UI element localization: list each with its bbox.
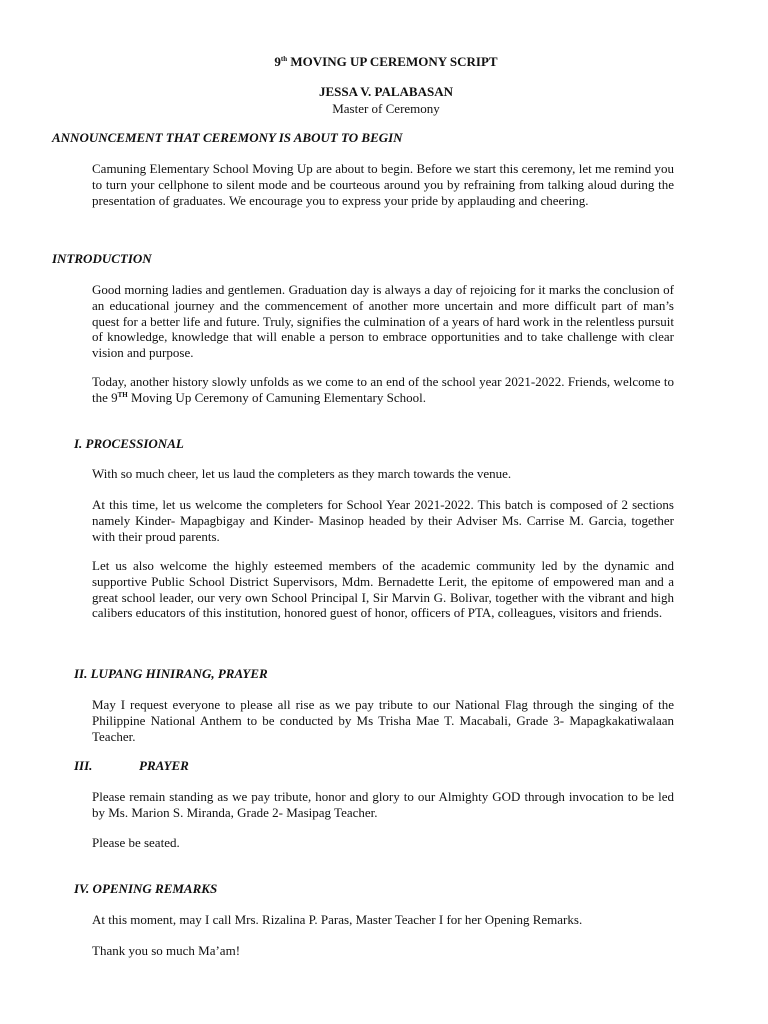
- announcement-paragraph: Camuning Elementary School Moving Up are about to begin. Before we start this ceremony, let me remind you to turn your cellphone to silent mode and be courteous around you by refraining from talking aloud during the presentation of graduates. We encourage you to express your pride by applauding and cheering.: [92, 161, 674, 208]
- prayer-heading: PRAYER: [139, 758, 189, 773]
- page-title: [0, 54, 768, 70]
- mc-role: Master of Ceremony: [332, 101, 440, 116]
- processional-paragraph-3: Let us also welcome the highly esteemed members of the academic community led by the dynamic and supportive Public School District Supervisors, Mdm. Bernadette Lerit, the epitome of empowered man and a great school leader, our very own School Principal I, Sir Marvin G. Bolivar, together with the vibrant and high calibers educators of this institution, honored guest of honor, officers of PTA, colleagues, visitors and friends.: [92, 558, 674, 621]
- title-text: MOVING UP CEREMONY SCRIPT: [290, 54, 498, 69]
- title-ordinal-number: 9: [274, 54, 281, 69]
- introduction-paragraph-2: [92, 374, 674, 406]
- intro-p2-part-a: Today, another history slowly unfolds as we come to an end of the school year 2021-2022. Friends, welcome to the 9: [92, 374, 674, 405]
- anthem-heading: II. LUPANG HINIRANG, PRAYER: [74, 666, 268, 681]
- intro-p2-superscript: TH: [117, 390, 128, 399]
- introduction-heading: INTRODUCTION: [52, 251, 152, 266]
- processional-heading: I. PROCESSIONAL: [74, 436, 184, 451]
- opening-remarks-paragraph-1: At this moment, may I call Mrs. Rizalina P. Paras, Master Teacher I for her Opening Remarks.: [92, 912, 583, 927]
- mc-name: JESSA V. PALABASAN: [318, 84, 454, 99]
- opening-remarks-heading: IV. OPENING REMARKS: [74, 881, 218, 896]
- introduction-paragraph-1: Good morning ladies and gentlemen. Graduation day is always a day of rejoicing for it marks the conclusion of an educational journey and the commencement of another more uncertain and more difficult part of man’s quest for a better life and future. Truly, signifies the culmination of a years of hard work in the relentless pursuit of knowledge, knowledge that will enable a person to embrace opportunities and to take challenge with clear vision and purpose.: [92, 282, 674, 361]
- title-ordinal-suffix: th: [280, 55, 288, 63]
- processional-paragraph-1: With so much cheer, let us laud the completers as they march towards the venue.: [92, 466, 512, 481]
- anthem-paragraph: May I request everyone to please all rise as we pay tribute to our National Flag through the singing of the Philippine National Anthem to be conducted by Ms Trisha Mae T. Macabali, Grade 3- Mapagkakatiwalaan Teacher.: [92, 697, 674, 744]
- prayer-paragraph-1: Please remain standing as we pay tribute, honor and glory to our Almighty GOD through invocation to be led by Ms. Marion S. Miranda, Grade 2- Masipag Teacher.: [92, 789, 674, 820]
- prayer-numeral: III.: [74, 758, 93, 773]
- intro-p2-part-b: Moving Up Ceremony of Camuning Elementary School.: [127, 389, 426, 405]
- announcement-heading: ANNOUNCEMENT THAT CEREMONY IS ABOUT TO BEGIN: [52, 130, 403, 145]
- prayer-paragraph-2: Please be seated.: [92, 835, 180, 850]
- opening-remarks-paragraph-2: Thank you so much Ma’am!: [92, 943, 241, 958]
- processional-paragraph-2: At this time, let us welcome the completers for School Year 2021-2022. This batch is composed of 2 sections namely Kinder- Mapagbigay and Kinder- Masinop headed by their Adviser Ms. Carrise M. Garcia, together with their proud parents.: [92, 497, 674, 544]
